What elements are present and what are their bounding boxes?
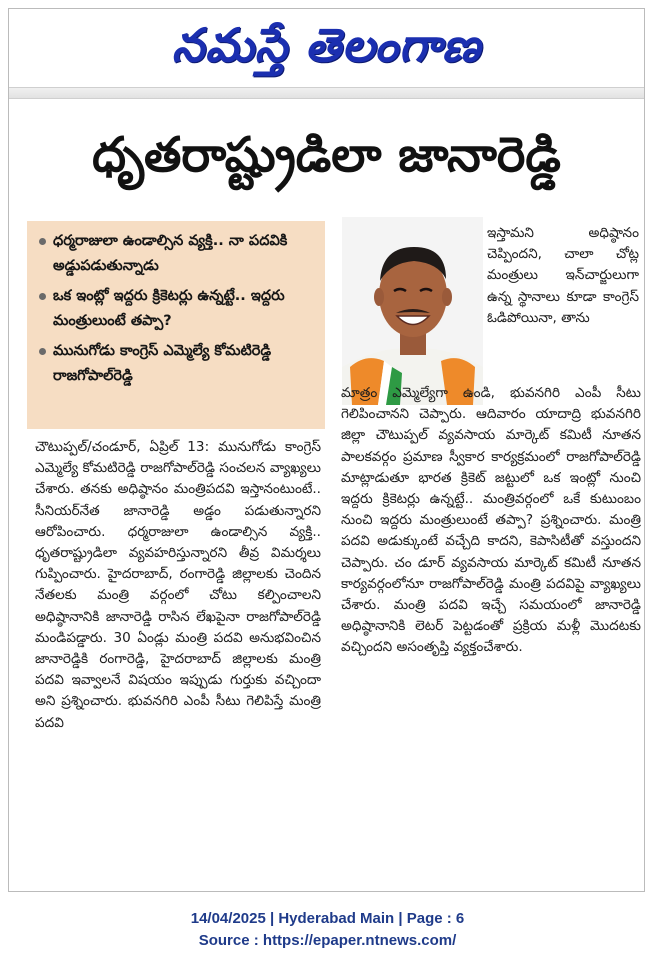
highlight-item: ఒక ఇంట్లో ఇద్దరు క్రికెటర్లు ఉన్నట్టే.. ఇద్దరు మంత్రులుంటే తప్పా?	[37, 284, 319, 334]
headline: ధృతరాష్ట్రుడిలా జానారెడ్డి	[92, 127, 561, 183]
masthead: నమస్తే తెలంగాణ	[171, 18, 482, 72]
highlight-item: ధర్మరాజులా ఉండాల్సిన వ్యక్తి.. నా పదవికి అడ్డుపడుతున్నాడు	[37, 229, 319, 279]
edition-info: 14/04/2025 | Hyderabad Main | Page : 6	[190, 910, 465, 927]
article-text-right-top: ఇస్తామని అధిష్ఠానం చెప్పిందని, చాలా చోట్ల మంత్రులు ఇన్‌చార్జులుగా ఉన్న స్థానాలు కూడా కాంగ్రెస్ ఓడిపోయినా, తాను	[487, 225, 639, 326]
highlight-item: మునుగోడు కాంగ్రెస్ ఎమ్మెల్యే కోమటిరెడ్డి రాజగోపాల్‌రెడ్డి	[37, 339, 319, 389]
article-column-left	[35, 437, 321, 734]
article-text-left: చౌటుప్పల్/చండూర్, ఏప్రిల్ 13: మునుగోడు కాంగ్రెస్ ఎమ్మెల్యే కోమటిరెడ్డి రాజగోపాల్‌రెడ్డి సంచలన వ్యాఖ్యలు చేశారు. తనకు అధిష్ఠానం మంత్రిపదవి ఇస్తానంటుంటే.. సీనియర్‌నేత జానారెడ్డి అడ్డం పడుతున్నారని ఆరోపించారు. ధర్మరాజులా ఉండాల్సిన వ్యక్తి.. ధృతరాష్ట్రుడిలా వ్యవహరిస్తున్నారని తీవ్ర విమర్శలు గుప్పించారు. హైదరాబాద్, రంగారెడ్డి జిల్లాలకు చెందిన నేతలకు మంత్రి వర్గంలో చోటు కల్పించాలని అధిష్ఠానానికి జానారెడ్డి రాసిన లేఖపైనా రాజగోపాల్‌రెడ్డి మండిపడ్డారు. 30 ఏండ్లు మంత్రి పదవి అనుభవించిన జానారెడ్డికి రంగారెడ్డి, హైదరాబాద్ జిల్లాలకు మంత్రి పదవి ఇవ్వాలనే విషయం ఇప్పుడు గుర్తుకు వచ్చిందా అని ప్రశ్నించారు. భువనగిరి ఎంపీ సీటు గెలిపిస్తే మంత్రి పదవి	[35, 439, 321, 731]
page-footer	[0, 908, 655, 952]
portrait-photo	[342, 217, 483, 405]
newspaper-page	[8, 8, 645, 892]
article-text-right: మాత్రం ఎమ్మెల్యేగా ఉండి, భువనగిరి ఎంపీ సీటు గెలిపించానని చెప్పారు. ఆదివారం యాదాద్రి భువనగిరి జిల్లా చౌటుప్పల్ వ్యవసాయ మార్కెట్ కమిటీ నూతన పాలకవర్గం ప్రమాణ స్వీకార కార్యక్రమంలో రాజగోపాల్‌రెడ్డి మాట్లాడుతూ భారత క్రికెట్ జట్టులో ఒక ఇంట్లో నుంచి ఇద్దరు క్రికెటర్లు ఉన్నట్టే.. మంత్రివర్గంలో ఒకే కుటుంబం నుంచి ఇద్దరు మంత్రులుంటే తప్పా? ప్రశ్నించారు. మంత్రి పదవి అడుక్కుంటే వచ్చేది కాదని, కెపాసిటీతో వస్తుందని చెప్పారు. చం డూర్ వ్యవసాయ మార్కెట్ కమిటీ నూతన కార్యవర్గంలోనూ రాజగోపాల్‌రెడ్డి మంత్రి పదవిపై వ్యాఖ్యలు చేశారు. మంత్రి పదవి ఇచ్చే సమయంలో జానారెడ్డి అధిష్ఠానానికి లెటర్ పెట్టడంతో ప్రక్రియ మళ్లీ మొదటకు వచ్చిందని అసంతృప్తి వ్యక్తంచేశారు.	[341, 385, 641, 656]
article-column-right	[341, 383, 641, 659]
highlights-box	[27, 221, 325, 429]
masthead-divider	[9, 87, 644, 99]
article-column-right-top	[487, 223, 639, 329]
portrait-illustration	[342, 217, 483, 405]
source-link[interactable]: Source : https://epaper.ntnews.com/	[198, 932, 457, 949]
